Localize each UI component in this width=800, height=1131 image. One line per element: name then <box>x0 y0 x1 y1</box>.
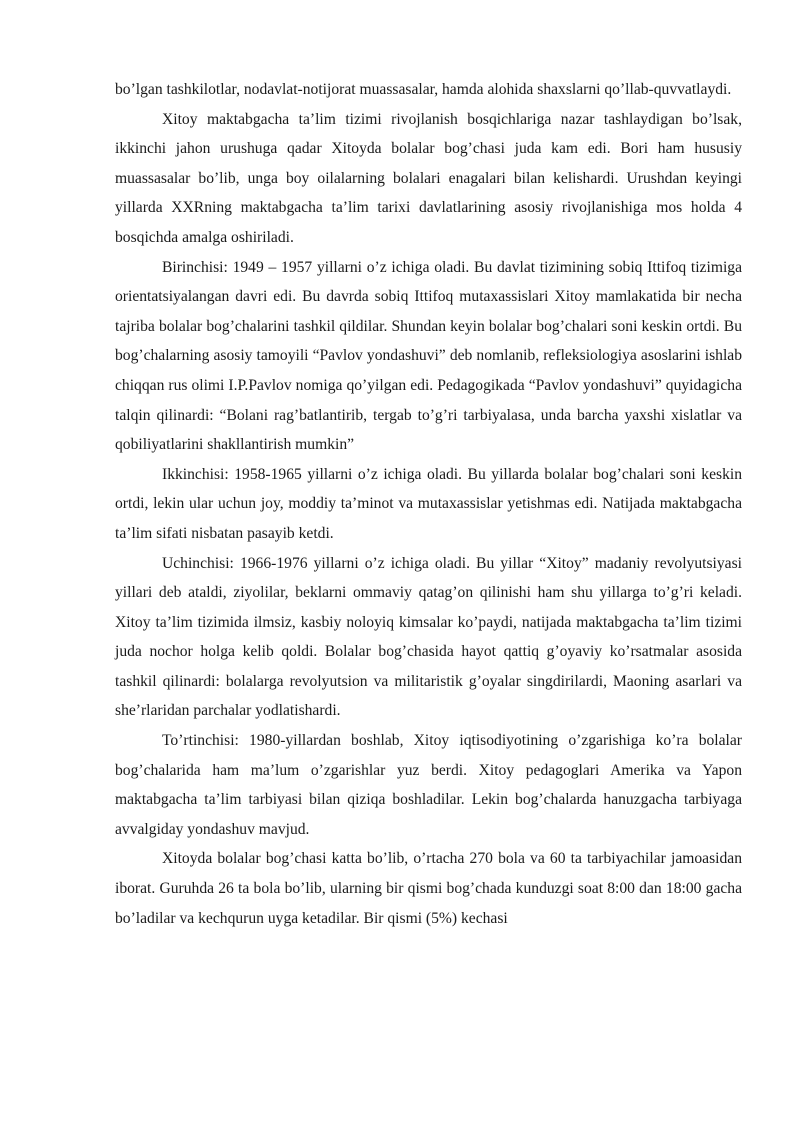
paragraph-overview: Xitoy maktabgacha ta’lim tizimi rivojlanish bosqichlariga nazar tashlaydigan bo’lsak, ikkinchi jahon urushuga qadar Xitoyda bolalar bog’chasi juda kam edi. Bori ham hususiy muassasalar bo’lib, unga boy oilalarning bolalari enagalari bilan kelishardi. Urushdan keyingi yillarda XXRning maktabgacha ta’lim tarixi davlatlarining asosiy rivojlanishiga mos holda 4 bosqichda amalga oshiriladi. <box>115 110 742 246</box>
paragraph-stage-four: To’rtinchisi: 1980-yillardan boshlab, Xitoy iqtisodiyotining o’zgarishiga ko’ra bolalar bog’chalarida ham ma’lum o’zgarishlar yuz berdi. Xitoy pedagoglari Amerika va Yapon maktabgacha ta’lim tarbiyasi bilan qiziqa boshladilar. Lekin bog’chalarda hanuzgacha tarbiyaga avvalgiday yondashuv mavjud. <box>115 732 742 838</box>
paragraph-kindergarten-structure: Xitoyda bolalar bog’chasi katta bo’lib, o’rtacha 270 bola va 60 ta tarbiyachilar jamoasidan iborat. Guruhda 26 ta bola bo’lib, ularning bir qismi bog’chada kunduzgi soat 8:00 dan 18:00 gacha bo’ladilar va kechqurun uyga ketadilar. Bir qismi (5%) kechasi <box>115 850 742 927</box>
paragraph-stage-three: Uchinchisi: 1966-1976 yillarni o’z ichiga oladi. Bu yillar “Xitoy” madaniy revolyutsiyasi yillari deb ataldi, ziyolilar, beklarni ommaviy qatag’on qilinishi ham shu yillarga to’g’ri keladi. Xitoy ta’lim tizimida ilmsiz, kasbiy noloyiq kimsalar ko’paydi, natijada maktabgacha ta’lim tizimi juda nochor holga kelib qoldi. Bolalar bog’chasida hayot qattiq g’oyaviy ko’rsatmalar asosida tashkil qilinardi: bolalarga revolyutsion va militaristik g’oyalar singdirilardi, Maoning asarlari va she’rlaridan parchalar yodlatishardi. <box>115 554 742 720</box>
paragraph-stage-two: Ikkinchisi: 1958-1965 yillarni o’z ichiga oladi. Bu yillarda bolalar bog’chalari soni keskin ortdi, lekin ular uchun joy, moddiy ta’minot va mutaxassislar yetishmas edi. Natijada maktabgacha ta’lim sifati nisbatan pasayib ketdi. <box>115 465 742 542</box>
paragraph-stage-one: Birinchisi: 1949 – 1957 yillarni o’z ichiga oladi. Bu davlat tizimining sobiq Ittifoq tizimiga orientatsiyalangan davri edi. Bu davrda sobiq Ittifoq mutaxassislari Xitoy mamlakatida bir necha tajriba bolalar bog’chalarini tashkil qildilar. Shundan keyin bolalar bog’chalari soni keskin ortdi. Bu bog’chalarning asosiy tamoyili “Pavlov yondashuvi” deb nomlanib, refleksiologiya asoslarini ishlab chiqqan rus olimi I.P.Pavlov nomiga qo’yilgan edi. Pedagogikada “Pavlov yondashuvi” quyidagicha talqin qilinardi: “Bolani rag’batlantirib, tergab to’g’ri tarbiyalasa, unda barcha yaxshi xislatlar va qobiliyatlarini shakllantirish mumkin” <box>115 258 742 454</box>
document-body <box>115 75 742 933</box>
paragraph-continuation: bo’lgan tashkilotlar, nodavlat-notijorat muassasalar, hamda alohida shaxslarni qo’llab-quvvatlaydi. <box>115 81 732 98</box>
